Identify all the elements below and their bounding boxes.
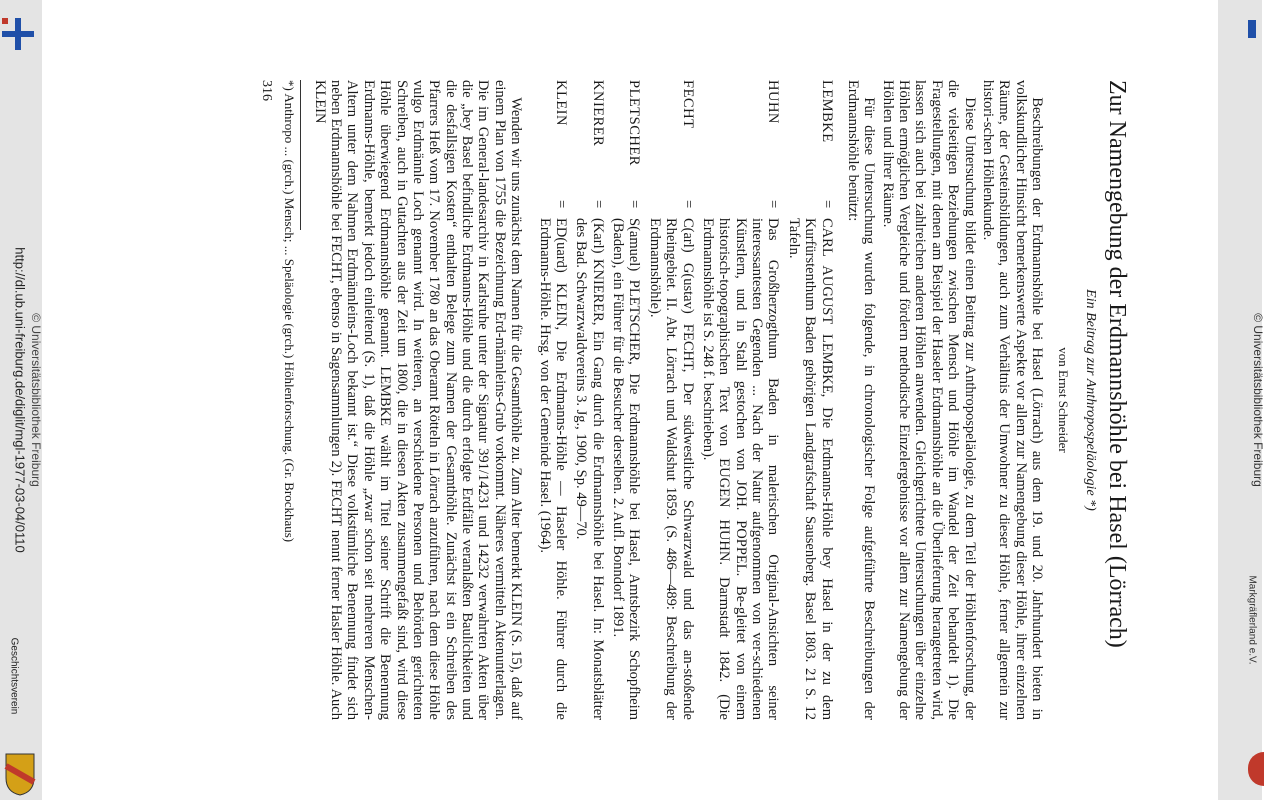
reference-item: [785, 80, 834, 720]
reference-item: [573, 80, 606, 720]
reference-item: [536, 80, 569, 720]
footnote: *) Anthropo ... (grch.) Mensch; ... Speläologie (grch.) Höhlenforschung. (Gr. Brockhaus): [282, 80, 298, 543]
reference-equals: =: [679, 200, 696, 209]
reference-item: [646, 80, 695, 720]
reference-text: ED(uard) KLEIN, Die Erdmanns-Höhle — Haseler Höhle. Führer durch die Erdmanns-Höhle. Hrsg. von der Gemeinde Hasel. (1964).: [536, 218, 569, 720]
reference-key: FECHT: [679, 80, 696, 129]
reference-text: S(amuel) PLETSCHER, Die Erdmannshöhle bei Hasel, Amtsbezirk Schopfheim (Baden), ein Führer für die Besucher derselben. 2. Aufl. Bonndorf 1891.: [610, 218, 643, 720]
intro-paragraph: Diese Untersuchung bildet einen Beitrag zur Anthropospeläologie, zu dem Teil der Höhlenforschung, der die vielseitigen Beziehungen zwischen Mensch und Höhle im Wandel der Zeit behandelt 1). Die Fragestellungen, mit denen am Beispiel der Haseler Erdmannshöhle an die Überlieferung herangetreten wird, lassen sich auch bei zahlreichen anderen Höhlen anwenden. Gleichgerichtete Untersuchungen über einzelne Höhlen ermöglichen Vergleiche und fördern methodische Einzelergebnisse vor allem zur Namengebung der Höhlen und ihrer Räume.: [879, 80, 978, 720]
scanned-page: [130, 80, 1130, 720]
reference-equals: =: [626, 200, 643, 209]
document-url[interactable]: http://dl.ub.uni-freiburg.de/diglit/mgl-1977-03-04/0110: [12, 247, 28, 553]
reference-equals: =: [765, 200, 782, 209]
reference-text: (Karl) KNIERER, Ein Gang durch die Erdmannshöhle bei Hasel. In: Monatsblätter des Bad. Schwarzwaldvereins 3. Jg., 1900, Sp. 49—70.: [573, 218, 606, 720]
reference-equals: =: [818, 200, 835, 209]
article-author: von Ernst Schneider: [1055, 347, 1071, 453]
intro-paragraph: Für diese Untersuchung wurden folgende, in chronologischer Folge aufgeführte Beschreibungen der Erdmannshöhle benützt:: [844, 80, 878, 720]
reference-text: C(arl) G(ustav) FECHT, Der südwestliche Schwarzwald und das an-stoßende Rheingebiet. II. Abt. Lörrach und Waldshut 1859. (S. 486—489: Beschreibung der Erdmannshöhle).: [646, 218, 696, 720]
copyright-notice: © Universitätsbibliothek Freiburg: [29, 313, 43, 487]
reference-key: PLETSCHER: [626, 80, 643, 166]
intro-paragraph: Beschreibungen der Erdmannshöhle bei Hasel (Lörrach) aus dem 19. und 20. Jahrhundert bieten in volkskundlicher Hinsicht bemerkenswerte Aspekte vor allem zur Namengebung dieser Höhle, ihrer einzelnen Räume, der Gesteinsbildungen, auch zum Verhältnis der Umwohner zu dieser Höhle, ferner allgemein zur histori-schen Höhlenkunde.: [979, 80, 1046, 720]
article-title: Zur Namengebung der Erdmannshöhle bei Hasel (Lörrach): [1104, 80, 1130, 648]
reference-text: Das Großherzogthum Baden in malerischen Original-Ansichten seiner interessantesten Gegenden ... Nach der Natur aufgenommen von ver-schiedenen Künstlern, und in Stahl gestochen von JOH. POPPEL. Be-gleitet von einem historisch-topographischen Text von EUGEN HUHN. Darmstadt 1842. (Die Erdmannshöhle ist S. 248 f. beschrieben).: [699, 218, 782, 720]
reference-text: CARL AUGUST LEMBKE, Die Erdmanns-Höhle bey Hasel in der zu dem Kurfürstenthum Baden gehörigen Landgrafschaft Sausenberg. Basel 1803. 21 S. 12 Tafeln.: [785, 218, 835, 720]
reference-equals: =: [552, 200, 569, 209]
page-number: 316: [258, 80, 274, 101]
body-paragraph: Wenden wir uns zunächst dem Namen für die Gesamthöhle zu. Zum Alter bemerkt KLEIN (S. 15), daß auf einem Plan von 1755 die Bezeichnung Erd-männleins-Grub vorkommt. Näheres vermitteln Aktenunterlagen. Die im General-landesarchiv in Karlsruhe unter der Signatur 391/14231 und 14232 verwahrten Akten über die „bey Basel befindliche Erdmanns-Höhle und die durch erfolgte Erdfälle veranlaßten Baulichkeiten und die desfallsigen Kosten“ enthalten Belege zum Namen der Gesamthöhle. Zunächst ist ein Schreiben des Pfarrers Heß vom 17. November 1780 an das Oberamt Rötteln in Lörrach anzuführen, nach dem diese Höhle vulgo Erdmännle Loch genannt wird. In weiteren, an verschiedene Personen und Behörden gerichteten Schreiben, auch in Gutachten aus der Zeit um 1800, die in diesen Akten zusammengefaßt sind, wird diese Höhle überwiegend Erdmannshöhle genannt. LEMBKE wählt im Titel seiner Schrift die Benennung Erdmanns-Höhle, bemerkt jedoch einleitend (S. 1), daß die Höhle „zwar schon seit mehreren Menschen-Altern unter dem Nahmen Erdmännleins-Loch bekannt ist.“ Diese volkstümliche Benennung findet sich neben Erdmannshöhle bei FECHT, ebenso in Sagensammlungen 2). FECHT nennt ferner Hasler Höhle. Auch KLEIN: [311, 80, 525, 720]
reference-list: [536, 80, 834, 720]
right-society-label: Markgräflerland e.V.: [1246, 575, 1258, 665]
reference-key: LEMBKE: [818, 80, 835, 143]
reference-key: KLEIN: [552, 80, 569, 126]
footnote-divider: [300, 80, 301, 230]
reference-key: HUHN: [765, 80, 782, 124]
society-label: Geschichtsverein: [8, 637, 20, 715]
reference-item: [610, 80, 643, 720]
right-copyright-notice: © Universitätsbibliothek Freiburg: [1251, 313, 1265, 487]
reference-item: [700, 80, 782, 720]
reference-equals: =: [589, 200, 606, 209]
article-subtitle: Ein Beitrag zur Anthropospeläologie *): [1082, 289, 1098, 511]
reference-key: KNIERER: [589, 80, 606, 147]
